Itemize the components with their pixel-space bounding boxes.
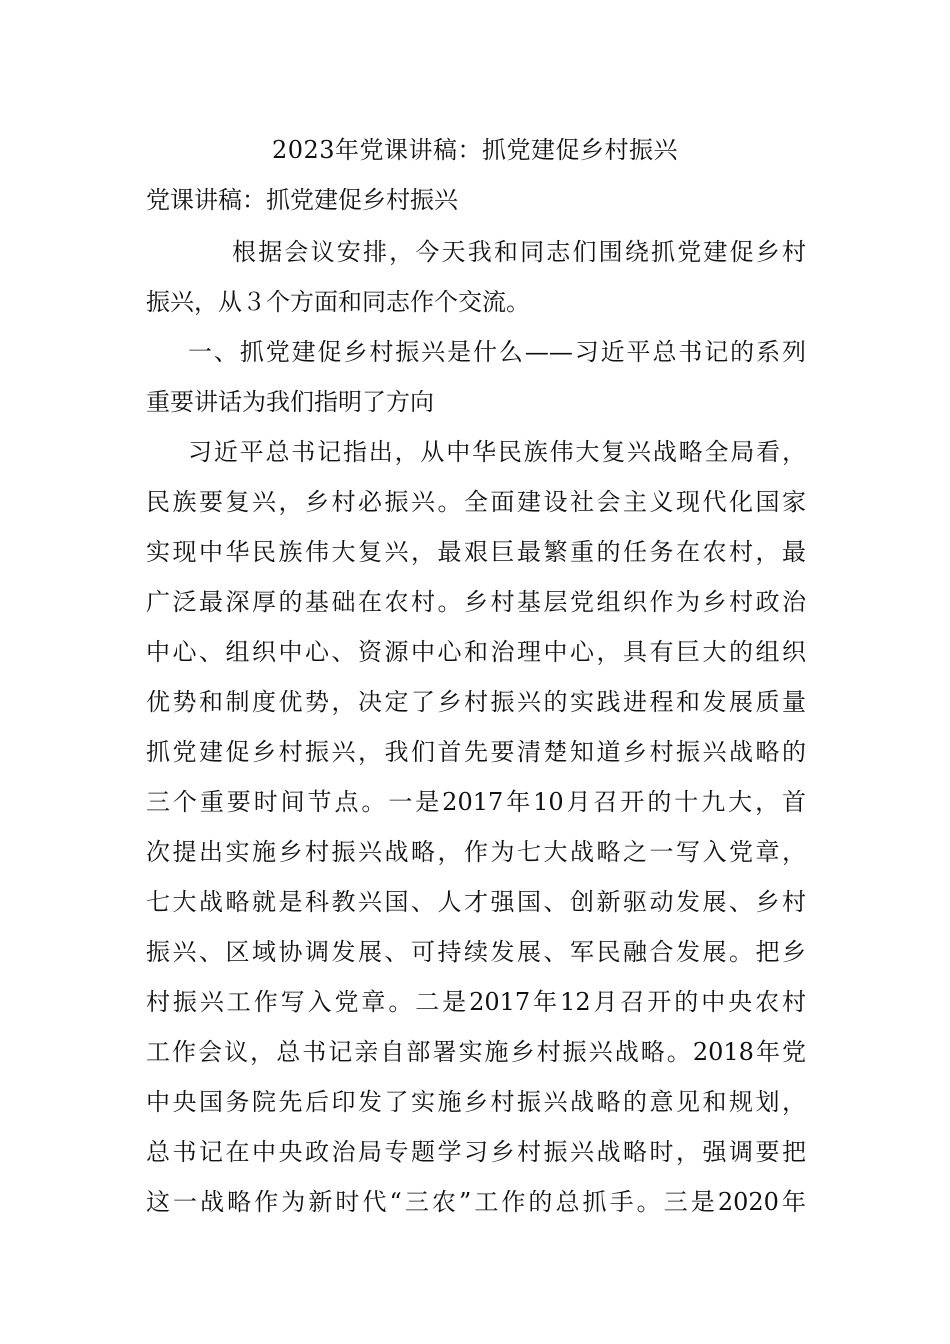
paragraph-line: 工作会议，总书记亲自部署实施乡村振兴战略。2018年党 [146, 1038, 806, 1066]
document-title: 2023年党课讲稿：抓党建促乡村振兴 [271, 136, 679, 164]
paragraph-line: 中央国务院先后印发了实施乡村振兴战略的意见和规划， [146, 1088, 806, 1116]
paragraph-line: 中心、组织中心、资源中心和治理中心，具有巨大的组织 [146, 638, 806, 666]
paragraph-line: 三个重要时间节点。一是2017年10月召开的十九大，首 [146, 788, 806, 816]
paragraph-line: 抓党建促乡村振兴，我们首先要清楚知道乡村振兴战略的 [146, 738, 806, 766]
paragraph-line: 根据会议安排，今天我和同志们围绕抓党建促乡村 [232, 238, 806, 266]
section-heading-line: 一、抓党建促乡村振兴是什么——习近平总书记的系列 [188, 338, 806, 366]
paragraph-line: 村振兴工作写入党章。二是2017年12月召开的中央农村 [146, 988, 806, 1016]
paragraph-line: 优势和制度优势，决定了乡村振兴的实践进程和发展质量 [146, 688, 806, 716]
paragraph-line: 实现中华民族伟大复兴，最艰巨最繁重的任务在农村，最 [146, 538, 806, 566]
section-heading-line: 重要讲话为我们指明了方向 [146, 388, 434, 416]
paragraph-line: 振兴、区域协调发展、可持续发展、军民融合发展。把乡 [146, 938, 806, 966]
paragraph-line: 七大战略就是科教兴国、人才强国、创新驱动发展、乡村 [146, 888, 806, 916]
paragraph-line: 习近平总书记指出，从中华民族伟大复兴战略全局看， [188, 438, 806, 466]
paragraph-line: 这一战略作为新时代“三农”工作的总抓手。三是2020年 [146, 1188, 806, 1216]
paragraph-line: 民族要复兴，乡村必振兴。全面建设社会主义现代化国家 [146, 488, 806, 516]
document-subtitle: 党课讲稿：抓党建促乡村振兴 [146, 186, 458, 214]
paragraph-line: 广泛最深厚的基础在农村。乡村基层党组织作为乡村政治 [146, 588, 806, 616]
paragraph-line: 总书记在中央政治局专题学习乡村振兴战略时，强调要把 [146, 1138, 806, 1166]
paragraph-line: 次提出实施乡村振兴战略，作为七大战略之一写入党章， [146, 838, 806, 866]
paragraph-line: 振兴，从３个方面和同志作个交流。 [146, 288, 530, 316]
